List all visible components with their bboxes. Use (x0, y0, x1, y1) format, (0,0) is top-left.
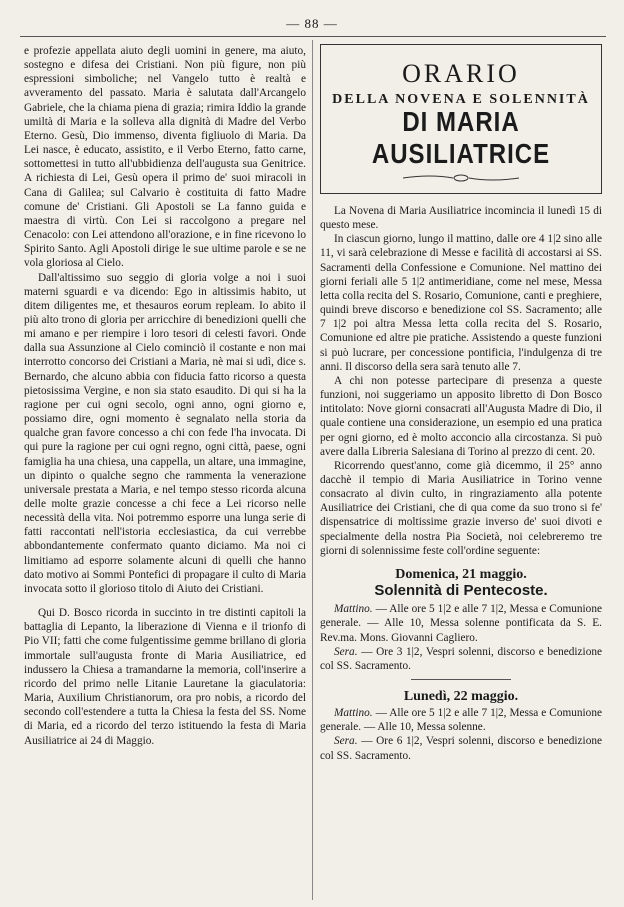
schedule-day-2-morning (320, 706, 602, 734)
box-title-maria: DI MARIA AUSILIATRICE (371, 106, 551, 171)
schedule-separator (411, 679, 511, 680)
left-paragraph-1: e profezie appellata aiuto degli uomini in genere, ma aiuto, sostegno e difesa dei Cristiani. Non più figure, non più espressioni simboliche; nel Vangelo tutto è realtà e avveramento del passato. Maria è salutata dall'Arcangelo Gabriele, che la chiama piena di grazia; rimira Iddio la grande umiltà di Maria e la solleva alla dignità di Madre del Verbo Eterno. Gesù, Dio immenso, diventa figliuolo di Maria. Da Lei nasce, è educato, assistito, e il Verbo Eterno, fatto carne, sottomettesi in tutto all'ubbidienza dell'augusta sua Genitrice. A richiesta di Lei, Gesù opera il primo de' suoi miracoli in Cana di Galilea; sul Calvario è costituita di fatto Madre comune de' Cristiani. Gli Apostoli se La fanno guida e maestra di virtù. Con Lei si raccolgono a pregare nel Cenacolo: con Lei attendono all'orazione, e in fine ricevono lo Spirito Santo. Agli Apostoli dirige le sue ultime parole e se ne vola gloriosa al Cielo. (24, 45, 306, 270)
morning-text: — Alle ore 5 1|2 e alle 7 1|2, Messa e Comunione generale. — Alle 10, Messa solenne. (320, 707, 602, 734)
box-title-orario: ORARIO (402, 59, 520, 88)
schedule-day-2-evening (320, 734, 602, 762)
evening-text: — Ore 6 1|2, Vespri solenni, discorso e benedizione col SS. Sacramento. (320, 735, 603, 762)
right-column (320, 44, 602, 763)
schedule-day-1-morning (320, 602, 602, 644)
left-spacer (24, 596, 306, 606)
left-paragraph-2: Dall'altissimo suo seggio di gloria volge a noi i suoi materni sguardi e va dicendo: Ego in altissimis habito, ut ditem diligentes me, et thesauros eorum repleam. Io abito il più alto trono di gloria per arricchire di benedizioni quelli che mi amano e per riempire i loro tesori di celesti favori. Onde dalla sua Assunzione al Cielo cominciò il costante e non mai interrotto concorso dei Cristiani a Maria, nè mai si udì, dice s. Bernardo, che alcuno abbia con fiducia fatto ricorso a questa pietosissima Vergine, e non sia stato esaudito. Di qui si ha la ragione per cui ogni secolo, ogni anno, ogni giorno e, possiamo dire, ogni momento è segnalato nella storia da qualche gran favore concesso a chi con fede l'ha invocata. Di qui pure la ragione per cui ogni regno, ogni città, paese, ogni famiglia ha una chiesa, una cappella, un altare, una immagine, un dipinto o qualche segno che rammenta la venerazione universale prestata a Maria, e nel tempo stesso ricorda alcuna delle molte grazie concesse a chi fece a Lei ricorso nelle necessità della vita. Noi potremmo esporre una lunga serie di fatti raccontati nell'istoria ecclesiastica, da cui verrebbe abbondantemente confermato quanto diciamo. Ma noi ci limitiamo ad esporre solamente alcuni di quelli che hanno dato motivo ai Sommi Pontefici di propagare il culto di Maria invocata sotto il glorioso titolo di Aiuto dei Cristiani. (24, 271, 306, 595)
right-paragraph-4: Ricorrendo quest'anno, come già dicemmo, il 25° anno dacchè il tempio di Maria Ausiliatrice in Torino venne consacrato al divin culto, in ringraziamento alla potente Ausiliatrice dei Cristiani, che di qua come da suo trono si fe' dispensatrice di moltissime grazie inverso de' suoi divoti e specialmente della nostra Pia Società, noi celebreremo tre giorni di solennissime feste coll'ordine seguente: (320, 459, 602, 557)
ornament-flourish-icon (401, 173, 521, 183)
schedule-title-box (320, 44, 602, 194)
evening-text: — Ore 3 1|2, Vespri solenni, discorso e benedizione col SS. Sacramento. (320, 645, 603, 672)
schedule-day-2-heading: Lunedì, 22 maggio. (403, 689, 519, 704)
evening-label: Sera. (334, 735, 358, 748)
column-divider (312, 40, 313, 900)
right-paragraph-3: A chi non potesse partecipare di presenza a queste funzioni, noi suggeriamo un apposito libretto di Don Bosco intitolato: Nove giorni consacrati all'Augusta Madre di Dio, il quale contiene una considerazione, un esempio ed una pratica per ogni giorno, ed è molto acconcio alla circostanza. Si può avere dalla Libreria Salesiana di Torino al prezzo di cent. 20. (320, 374, 602, 458)
right-paragraph-2: In ciascun giorno, lungo il mattino, dalle ore 4 1|2 sino alle 11, vi sarà celebrazione di Messe e facilità di accostarsi ai SS. Sacramenti della Confessione e Comunione. Nel mattino dei giorni feriali alle 5 1|2 antimeridiane, come nel mese, Messa letta colla recita del S. Rosario, Comunione, canti e preghiere, quindi breve discorso e benedizione col SS. Sacramento; alle 7 1|2 poi altra Messa letta colla recita del S. Rosario, Comunione ed altre pie pratiche. Assistendo a queste funzioni si può lucrare, per concessione pontificia, l'indulgenza di tre anni. Il discorso della sera sarà tenuto alle 7. (320, 233, 602, 373)
right-paragraph-1: La Novena di Maria Ausiliatrice incomincia il lunedì 15 di questo mese. (320, 205, 602, 232)
left-column (24, 44, 306, 748)
morning-text: — Alle ore 5 1|2 e alle 7 1|2, Messa e Comunione generale. — Alle 10, Messa solenne pontificata da S. E. Rev.ma. Mons. Giovanni Cagliero. (320, 603, 602, 644)
morning-label: Mattino. (334, 603, 373, 616)
page-number: — 88 — (286, 16, 338, 31)
top-rule (20, 36, 606, 37)
left-paragraph-3: Qui D. Bosco ricorda in succinto in tre distinti capitoli la battaglia di Lepanto, la liberazione di Vienna e il trionfo di Pio VII; fatti che come fulgentissime gemme brillano di gloria immortale sull'augusta fronte di Maria Ausiliatrice, ed indussero la Chiesa a tramandarne la memoria, coll'inserire a ricordo del primo nelle Litanie Lauretane la giaculatoria: Maria, Auxilium Christianorum, ora pro nobis, a ricordo del secondo coll'estendere a tutta la Chiesa la festa del SS. Nome di Maria, ed a ricordo del terzo istituendo la festa di Maria Ausiliatrice ai 24 di Maggio. (24, 607, 306, 747)
evening-label: Sera. (334, 645, 358, 658)
schedule-day-1-evening (320, 645, 602, 673)
morning-label: Mattino. (334, 707, 373, 720)
schedule-day-1-subtitle: Solennità di Pentecoste. (374, 582, 548, 600)
schedule-day-1-heading: Domenica, 21 maggio. (395, 566, 527, 582)
box-title-novena: DELLA NOVENA E SOLENNITÀ (332, 92, 590, 107)
